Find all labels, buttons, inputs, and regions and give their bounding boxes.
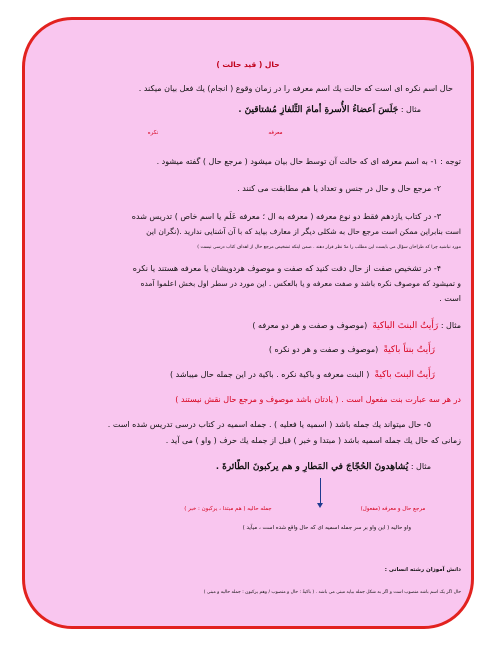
label-nakira: نکره [147,130,159,136]
example2-line1 [35,320,461,332]
definition-text: حال اسم نکره ای است که حالت یك اسم معرفه را در زمان وقوع ( انجام) یك فعل بیان میکند . [138,84,453,93]
example2-note-1: (موصوف و صفت و هر دو معرفه ) [252,321,368,330]
example2-arabic-1: رَأَیتُ البنتَ الباکیةَ [372,321,439,331]
label-jomle: جمله حالیه ( هم مبتدا ، یرکبون : خبر ) [184,506,272,512]
example2-prefix: مثال : [440,321,461,330]
content-card [22,17,474,629]
example2-line3 [35,369,435,381]
note1-text: توجه : ۱- به اسم معرفه ای که حالت آن توسط حال بیان میشود ( مرجع حال ) گفته میشود . [156,157,461,166]
footer-text: حال اگر یک اسم باشد منصوب است و اگر به شکل جمله بیاید مبنی می باشد . ( باکیةً : حال و منصوب / وهم یرکبون : جمله حالیه و مبنی ) [203,590,461,595]
example1-arabic: جَلَسَ اَعضاءُ الأُسرةِ أمامَ التِّلفازِ مُشتاقينَ . [238,105,399,115]
note4-line1: ۴- در تشخیص صفت از حال دقت کنید که صفت و موصوف هردویشان یا معرفه هستند یا نکره [132,264,441,273]
note3-line2: است بنابراین ممکن است مرجع حال به شکلی دیگر از معارف بیاید که با آن آشنایی ندارید .(نگران این [146,227,461,236]
example3-prefix: مثال : [410,462,431,471]
example2-arabic-2: رَأَیتُ بنتاً باکیةً [383,345,435,355]
arrow-down-icon [317,503,323,508]
footer-title: دانش آموزان رشته انسانی : [384,567,461,573]
note3-line1: ۳- در کتاب یازدهم فقط دو نوع معرفه ( معرفه به ال ؛ معرفه عَلَم یا اسم خاص ) تدریس شده [131,212,441,221]
example1-sentence [65,104,421,116]
note4-line3: است . [439,294,461,303]
label-waw: واو حالیه ( این واو بر سر جمله اسمیه ای که حال واقع شده است ، میآید ) [242,525,411,531]
example3-sentence [35,461,431,473]
note3-line3: مورد نباشید چرا که طراحان سؤال می بایست این مطلب را مدّ نظر قرار دهند . ضمن اینکه تشخیص مرجع حال از اهداف کتاب درسی نیست ) [197,245,461,250]
arrow-line [320,478,321,504]
page-title: حال ( قید حالت ) [216,60,280,69]
example2-note-2: (موصوف و صفت و هر دو نکره ) [268,345,379,354]
example3-arabic: يُشاهِدونَ الحُجّاجَ في المَطارِ و هم يركبونَ الطّائرةَ . [215,462,409,472]
note5-line2: زمانی که حال یك جمله اسمیه باشد ( مبتدا و خبر ) قبل از جمله یك حرف ( واو ) می آید . [165,436,461,445]
example1-prefix: مثال : [400,105,421,114]
note5-line1: ۵- حال میتواند یك جمله باشد ( اسمیه یا فعلیه ) . جمله اسمیه در کتاب درسی تدریس شده است . [107,420,431,429]
note-object: در هر سه عبارت بنت مفعول است . ( یادتان باشد موصوف و مرجع حال نقش نیستند ) [175,395,461,404]
label-marja: مرجع حال و معرفه (مفعول) [360,506,426,512]
example2-arabic-3: رَأَیتُ البنتَ باکیةً [374,370,435,380]
example2-note-3: ( البنت معرفه و باکیة نکره . باکیة در این جمله حال میباشد ) [169,370,370,379]
note4-line2: و تمیشود که موصوف نکره باشد و صفت معرفه و یا بالعکس . این مورد در سطر اول بخش اعلموا آمده [140,279,461,288]
note2-text: ۲- مرجع حال و حال در جنس و تعداد یا هم مطابقت می کنند . [237,184,441,193]
example2-line2 [35,344,435,356]
label-marifa: معرفه [268,130,283,136]
